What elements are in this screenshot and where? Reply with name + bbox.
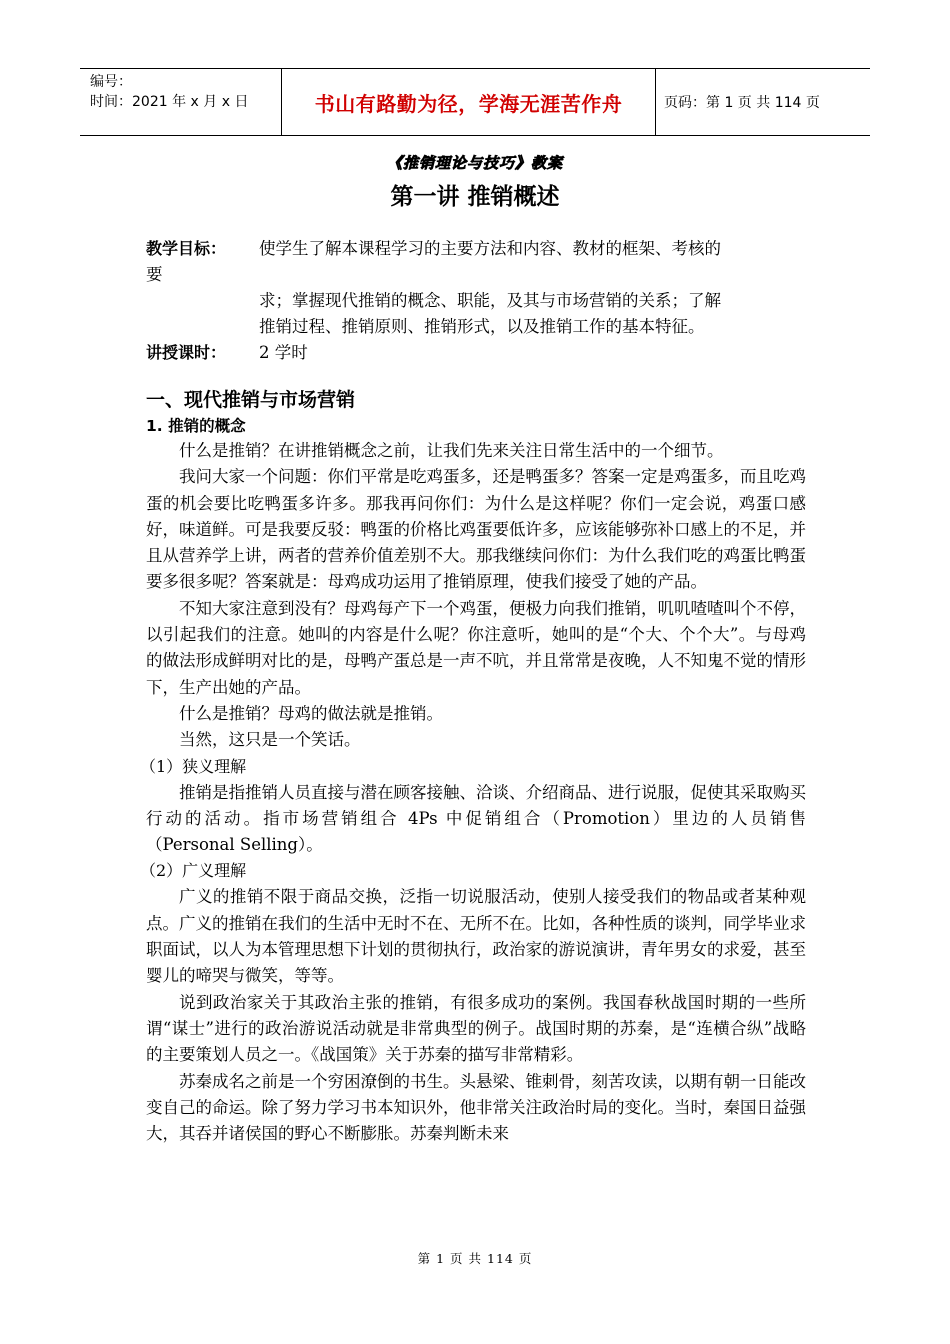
header-motto: 书山有路勤为径，学海无涯苦作舟 (282, 69, 656, 135)
paragraph: 当然，这只是一个笑话。 (179, 730, 361, 750)
paragraph: 不知大家注意到没有？母鸡每产下一个鸡蛋，便极力向我们推销，叽叽喳喳叫个不停，以引起我们的注意。她叫的内容是什么呢？你注意听，她叫的是“个大、个个大”。与母鸡的做法形成鲜明对比的是，母鸭产蛋总是一声不吭，并且常常是夜晚，人不知鬼不觉的情形下，生产出她的产品。 (146, 598, 806, 697)
main-content (140, 236, 806, 1147)
header-page-info: 页码：第 1 页 共 114 页 (664, 95, 820, 111)
teaching-goal-line2: 求；掌握现代推销的概念、职能，及其与市场营销的关系；了解 (259, 291, 721, 310)
teaching-hours-label: 讲授课时： (146, 343, 227, 362)
paragraph: 什么是推销？在讲推销概念之前，让我们先来关注日常生活中的一个细节。 (179, 441, 724, 460)
teaching-goal-line1: 使学生了解本课程学习的主要方法和内容、教材的框架、考核的 (259, 239, 721, 258)
list-item-broad: （2）广义理解 (140, 861, 247, 881)
number-label: 编号： (90, 74, 132, 90)
teaching-hours-value: 2 学时 (259, 343, 308, 362)
teaching-hours-row (146, 340, 806, 366)
paragraph: 苏秦成名之前是一个穷困潦倒的书生。头悬梁、锥刺骨，刻苦攻读，以期有朝一日能改变自己的命运。除了努力学习书本知识外，他非常关注政治时局的变化。当时，秦国日益强大，其吞并诸侯国的野心不断膨胀。苏秦判断未来 (146, 1071, 806, 1144)
section-heading: 一、现代推销与市场营销 (146, 389, 356, 411)
paragraph: 广义的推销不限于商品交换，泛指一切说服活动，使别人接受我们的物品或者某种观点。广义的推销在我们的生活中无时不在、无所不在。比如，各种性质的谈判，同学毕业求职面试，以人为本管理思想下计划的贯彻执行，政治家的游说演讲，青年男女的求爱，甚至婴儿的啼哭与微笑，等等。 (146, 887, 806, 986)
header-left-cell (80, 69, 282, 135)
header-table (80, 68, 870, 136)
subsection-heading: 1. 推销的概念 (146, 417, 246, 435)
paragraph: 说到政治家关于其政治主张的推销，有很多成功的案例。我国春秋战国时期的一些所谓“谋士”进行的政治游说活动就是非常典型的例子。战国时期的苏秦，是“连横合纵”战略的主要策划人员之一。《战国策》关于苏秦的描写非常精彩。 (146, 992, 806, 1065)
paragraph: 什么是推销？母鸡的做法就是推销。 (179, 703, 443, 723)
list-item-narrow: （1）狭义理解 (140, 756, 247, 776)
document-title: 第一讲 推销概述 (390, 184, 560, 210)
paragraph: 推销是指推销人员直接与潜在顾客接触、洽谈、介绍商品、进行说服，促使其采取购买行动的活动。指市场营销组合 4Ps 中促销组合（Promotion）里边的人员销售（Personal Selling）。 (146, 782, 806, 855)
paragraph: 我问大家一个问题：你们平常是吃鸡蛋多，还是鸭蛋多？答案一定是鸡蛋多，而且吃鸡蛋的机会要比吃鸭蛋多许多。那我再问你们：为什么是这样呢？你们一定会说，鸡蛋口感好，味道鲜。可是我要反驳：鸭蛋的价格比鸡蛋要低许多，应该能够弥补口感上的不足，并且从营养学上讲，两者的营养价值差别不大。那我继续问你们：为什么我们吃的鸡蛋比鸭蛋要多很多呢？答案就是：母鸡成功运用了推销原理，使我们接受了她的产品。 (146, 467, 806, 592)
time-label: 时间：2021 年 x 月 x 日 (90, 94, 249, 110)
document-subtitle: 《推销理论与技巧》教案 (386, 154, 563, 172)
teaching-goal-label: 教学目标： (146, 239, 227, 258)
teaching-goal-row (146, 236, 806, 262)
teaching-goal-wrap: 要 (146, 265, 163, 284)
page-footer: 第 1 页 共 114 页 (417, 1251, 533, 1266)
teaching-goal-line3: 推销过程、推销原则、推销形式，以及推销工作的基本特征。 (259, 317, 705, 336)
